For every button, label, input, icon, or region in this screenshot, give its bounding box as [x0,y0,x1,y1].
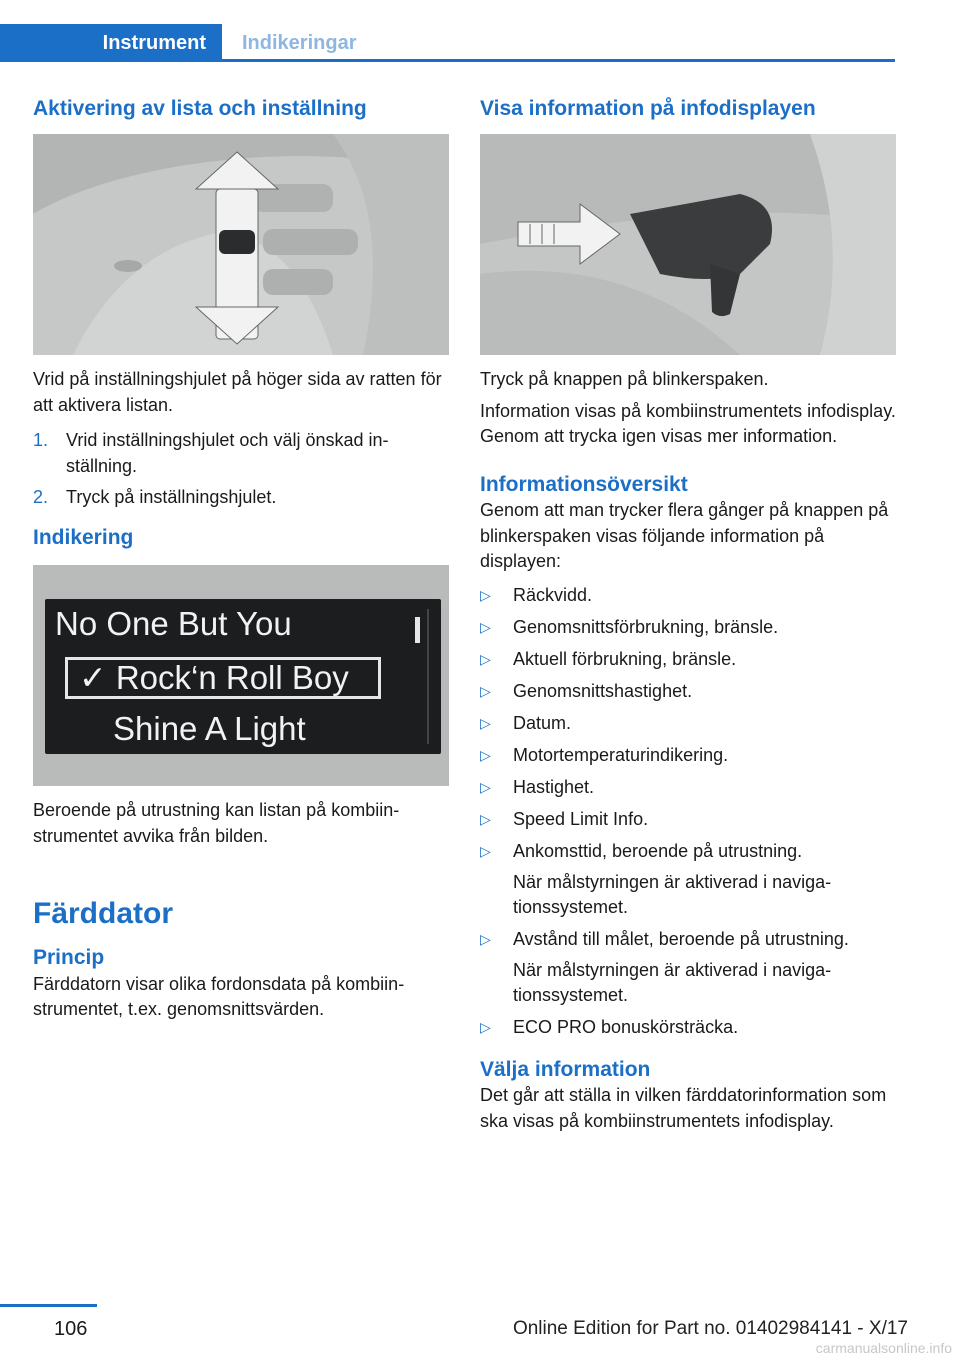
para-info: Information visas på kombiinstrumentets infodisplay. Genom att trycka igen visas mer information. [480,400,896,447]
triangle-bullet-icon: ▷ [480,843,491,860]
watermark: carmanualsonline.info [815,1340,952,1356]
para-activation: Vrid på inställningshjulet på höger sida av ratten för att aktivera listan. [33,369,442,415]
display-item: Shine A Light [113,710,306,748]
display-scroll-track [427,609,429,744]
triangle-bullet-icon: ▷ [480,586,491,603]
list-item: 2. Tryck på inställningshjulet. [33,487,277,508]
page-number: 106 [54,1318,88,1340]
left-column [33,96,449,1023]
list-item: ▷ Ankomsttid, beroende på utrustning. När målstyrningen är aktiverad i navigationssystemet. [480,839,896,921]
tab-underline [222,59,895,62]
heading-activation: Aktivering av lista och inställning [33,97,367,120]
triangle-bullet-icon: ▷ [480,747,491,764]
list-item: ▷ Genomsnittshastighet. [480,679,896,705]
heading-indikering: Indikering [33,525,134,549]
para-valja: Det går att ställa in vilken färddatorinformation som ska visas på kombiinstrumentets infodisplay. [480,1085,887,1131]
list-item: ▷ Speed Limit Info. [480,807,896,833]
triangle-bullet-icon: ▷ [480,779,491,796]
header-tabs [0,24,895,62]
list-item: 1. Vrid inställningshjulet och välj önskad inställning. [33,430,389,476]
list-item: ▷ ECO PRO bonuskörsträcka. [480,1015,896,1041]
heading-oversikt: Informationsöversikt [480,472,688,496]
tab-indikeringar[interactable]: Indikeringar [242,31,357,54]
list-item: ▷ Hastighet. [480,775,896,801]
triangle-bullet-icon: ▷ [480,1019,491,1036]
triangle-bullet-icon: ▷ [480,931,491,948]
list-item: ▷ Genomsnittsförbrukning, bränsle. [480,615,896,641]
triangle-bullet-icon: ▷ [480,650,491,667]
steps-list [33,428,449,511]
edition-text: Online Edition for Part no. 01402984141 - X/17 [512,1318,908,1339]
heading-farddator: Färddator [33,897,174,931]
footer-accent-line [0,1304,97,1307]
display-scroll-indicator [415,617,420,643]
right-column [480,96,896,1134]
para-oversikt: Genom att man trycker flera gånger på knappen på blinkerspaken visas följande information på displayen: [480,500,889,572]
tab-instrument[interactable]: Instrument [0,24,222,62]
heading-visa: Visa information på infodisplayen [480,97,816,120]
display-item: No One But You [55,605,292,643]
steering-wheel-photo [33,134,449,355]
turn-signal-photo [480,134,896,355]
para-princip: Färddatorn visar olika fordonsdata på kombiinstrumentet, t.ex. genomsnittsvärden. [33,973,405,1020]
list-item: ▷ Aktuell förbrukning, bränsle. [480,647,896,673]
triangle-bullet-icon: ▷ [480,682,491,699]
display-photo [33,565,449,786]
list-item: ▷ Datum. [480,711,896,737]
para-indikering: Beroende på utrustning kan listan på kombiinstrumentet avvika från bilden. [33,800,400,846]
steering-wheel-image [33,134,449,355]
triangle-bullet-icon: ▷ [480,714,491,731]
list-item: ▷ Motortemperaturindikering. [480,743,896,769]
heading-princip: Princip [33,946,105,970]
list-item: ▷ Avstånd till målet, beroende på utrustning. När målstyrningen är aktiverad i navigationssystemet. [480,927,896,1009]
heading-valja: Välja information [480,1057,651,1081]
info-list [480,583,896,1041]
display-item-selected: ✓ Rock‘n Roll Boy [79,659,349,697]
list-item: ▷ Räckvidd. [480,583,896,609]
turn-signal-image [480,134,896,355]
triangle-bullet-icon: ▷ [480,618,491,635]
para-tryck: Tryck på knappen på blinkerspaken. [480,369,769,390]
triangle-bullet-icon: ▷ [480,811,491,828]
